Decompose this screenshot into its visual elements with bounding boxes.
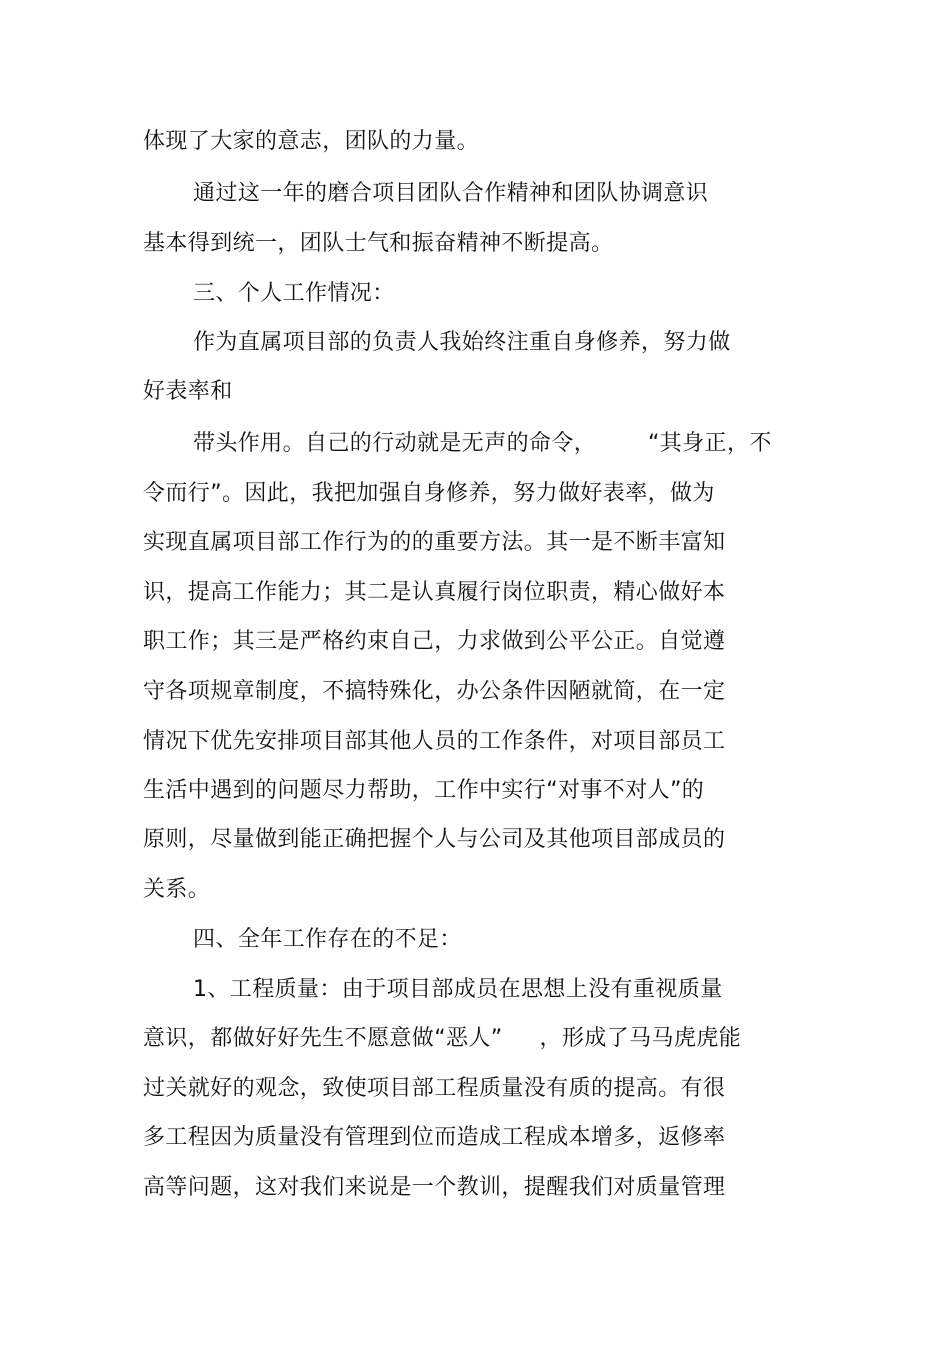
text-line-13: 情况下优先安排项目部其他人员的工作条件，对项目部员工 xyxy=(143,729,726,754)
text-line-18: 1、工程质量：由于项目部成员在思想上没有重视质量 xyxy=(193,977,723,1002)
text-line-21: 多工程因为质量没有管理到位而造成工程成本增多，返修率 xyxy=(143,1125,726,1150)
text-line-1: 体现了大家的意志，团队的力量。 xyxy=(143,129,480,154)
text-line-7: 带头作用。自己的行动就是无声的命令， “其身正，不 xyxy=(193,431,772,456)
text-line-19: 意识，都做好好先生不愿意做“恶人” ，形成了马马虎虎能 xyxy=(143,1026,742,1051)
text-line-10: 识，提高工作能力；其二是认真履行岗位职责，精心做好本 xyxy=(143,580,726,605)
text-line-14: 生活中遇到的问题尽力帮助，工作中实行“对事不对人”的 xyxy=(143,778,705,803)
text-line-3: 基本得到统一，团队士气和振奋精神不断提高。 xyxy=(143,231,614,256)
text-line-15: 原则，尽量做到能正确把握个人与公司及其他项目部成员的 xyxy=(143,827,726,852)
text-line-8: 令而行”。因此，我把加强自身修养，努力做好表率，做为 xyxy=(143,481,715,506)
text-line-12: 守各项规章制度，不搞特殊化，办公条件因陋就简，在一定 xyxy=(143,679,726,704)
text-line-16: 关系。 xyxy=(143,877,211,902)
text-line-9: 实现直属项目部工作行为的的重要方法。其一是不断丰富知 xyxy=(143,530,726,555)
text-line-5: 作为直属项目部的负责人我始终注重自身修养，努力做 xyxy=(193,330,731,355)
text-line-2: 通过这一年的磨合项目团队合作精神和团队协调意识 xyxy=(193,181,709,206)
section-heading-4: 四、全年工作存在的不足： xyxy=(193,927,462,952)
text-line-20: 过关就好的观念，致使项目部工程质量没有质的提高。有很 xyxy=(143,1076,726,1101)
text-line-6: 好表率和 xyxy=(143,379,233,404)
section-heading-3: 三、个人工作情况： xyxy=(193,281,395,306)
text-line-22: 高等问题，这对我们来说是一个教训，提醒我们对质量管理 xyxy=(143,1175,726,1200)
text-line-11: 职工作；其三是严格约束自己，力求做到公平公正。自觉遵 xyxy=(143,629,726,654)
